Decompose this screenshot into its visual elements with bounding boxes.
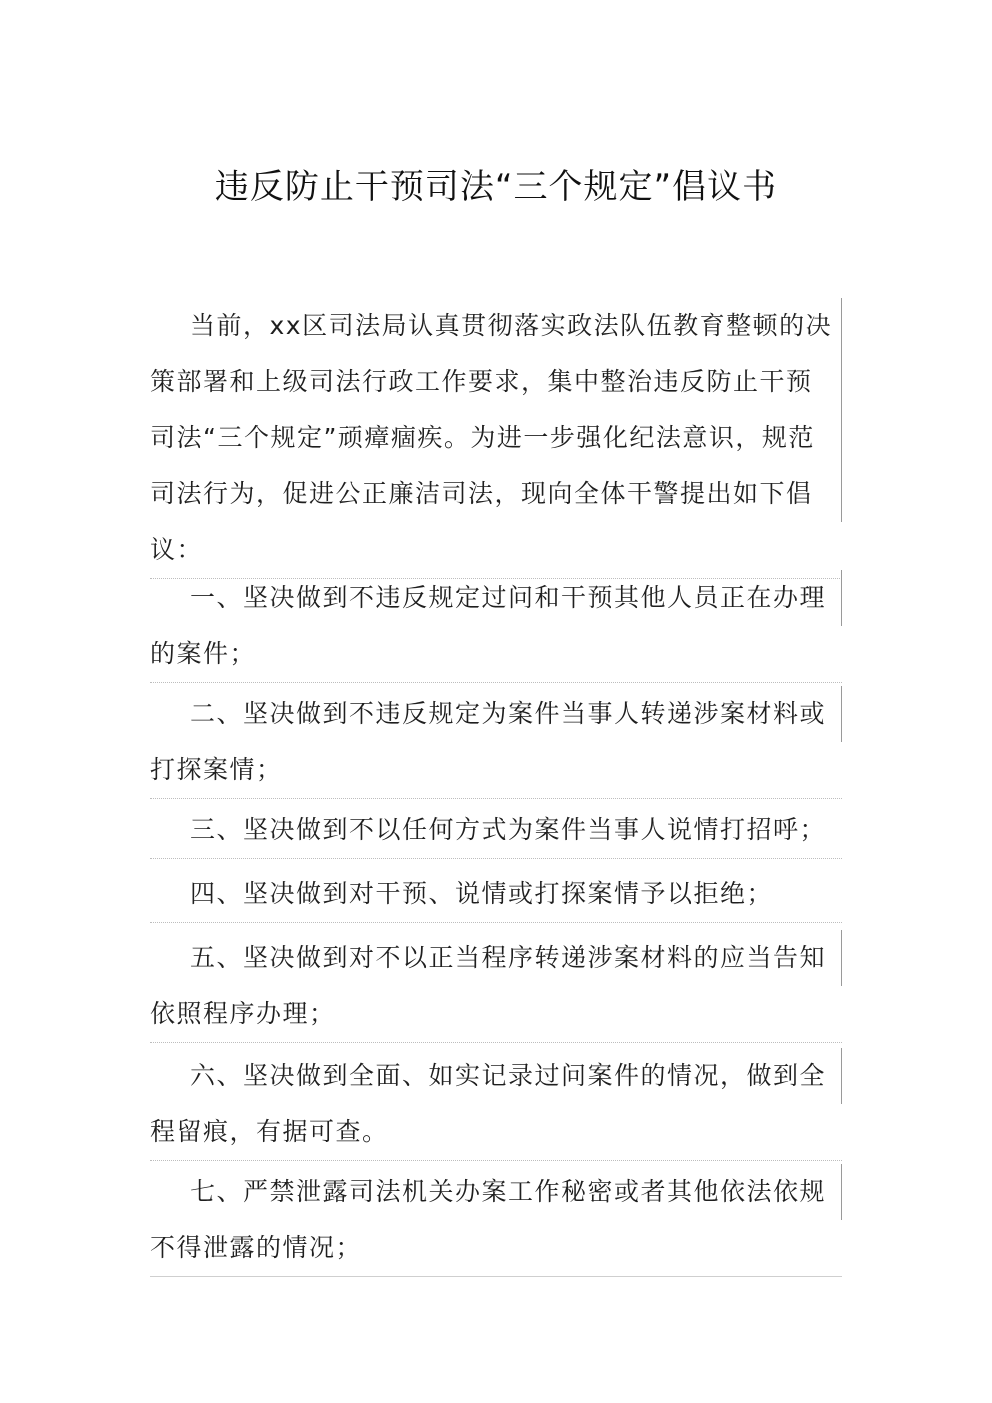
list-item-4 [150, 866, 842, 923]
intro-line-2: 策部署和上级司法行政工作要求，集中整治违反防止干预 [150, 354, 842, 410]
list-item-line: 不得泄露的情况； [150, 1233, 363, 1262]
list-item-line: 四、坚决做到对干预、说情或打探案情予以拒绝； [190, 879, 774, 908]
intro-line-5: 议： [150, 535, 204, 564]
list-item-3 [150, 802, 842, 859]
list-item-7 [150, 1164, 842, 1277]
list-item-line: 一、坚决做到不违反规定过问和干预其他人员正在办理 [150, 570, 842, 626]
intro-line-3: 司法“三个规定”顽瘴痼疾。为进一步强化纪法意识，规范 [150, 410, 842, 466]
list-item-line: 二、坚决做到不违反规定为案件当事人转递涉案材料或 [150, 686, 842, 742]
intro-line-4: 司法行为，促进公正廉洁司法，现向全体干警提出如下倡 [150, 466, 842, 522]
list-item-2 [150, 686, 842, 799]
list-item-line: 程留痕，有据可查。 [150, 1117, 389, 1146]
list-item-line: 七、严禁泄露司法机关办案工作秘密或者其他依法依规 [150, 1164, 842, 1220]
intro-line-1: 当前，xx区司法局认真贯彻落实政法队伍教育整顿的决 [150, 298, 842, 354]
intro-paragraph [150, 298, 842, 579]
document-title: 违反防止干预司法“三个规定”倡议书 [214, 167, 778, 207]
list-item-line: 的案件； [150, 639, 257, 668]
list-item-line: 五、坚决做到对不以正当程序转递涉案材料的应当告知 [150, 930, 842, 986]
list-item-1 [150, 570, 842, 683]
list-item-6 [150, 1048, 842, 1161]
list-item-line: 六、坚决做到全面、如实记录过问案件的情况，做到全 [150, 1048, 842, 1104]
list-item-line: 依照程序办理； [150, 999, 336, 1028]
list-item-line: 三、坚决做到不以任何方式为案件当事人说情打招呼； [190, 815, 827, 844]
list-item-5 [150, 930, 842, 1043]
list-item-line: 打探案情； [150, 755, 283, 784]
